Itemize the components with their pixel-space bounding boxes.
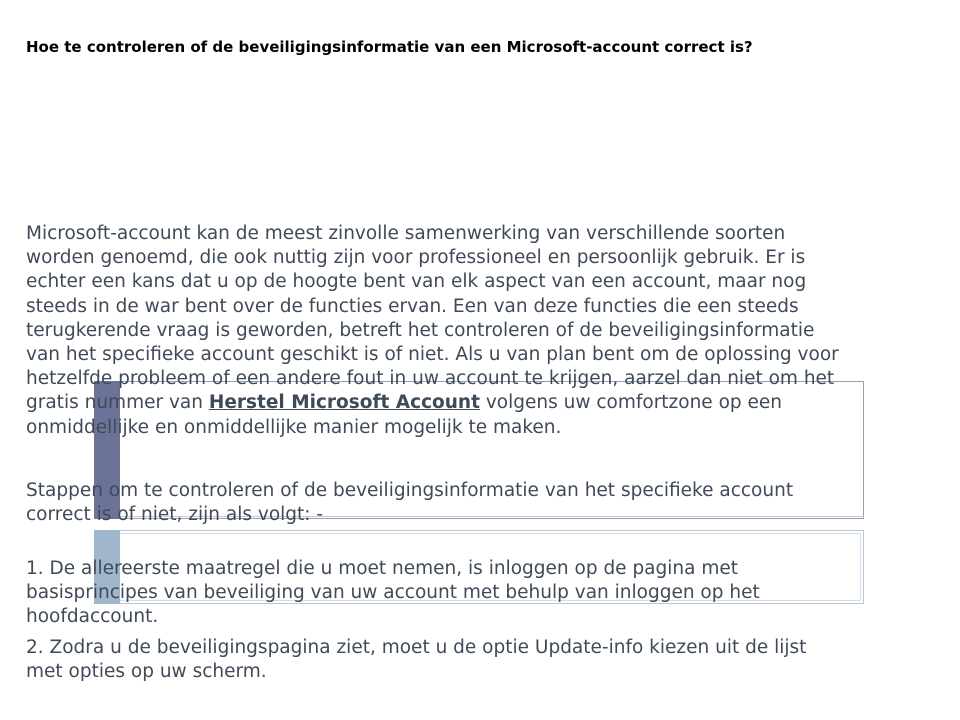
intro-line: steeds in de war bent over de functies ervan. Een van deze functies die een steeds	[26, 295, 799, 317]
intro-line: terugkerende vraag is geworden, betreft het controleren of de beveiligingsinformatie	[26, 319, 815, 341]
intro-line: van het specifieke account geschikt is of niet. Als u van plan bent om de oplossing voor	[26, 344, 839, 366]
steps-intro-line: Stappen om te controleren of de beveiligingsinformatie van het specifieke account	[26, 480, 794, 501]
article-title: Hoe te controleren of de beveiligingsinformatie van een Microsoft-account correct is?	[26, 38, 753, 56]
intro-link-prefix: gratis nummer van	[26, 392, 209, 414]
step-1-line: 1. De allereerste maatregel die u moet nemen, is inloggen op de pagina met	[26, 558, 739, 579]
step-2-line: met opties op uw scherm.	[26, 661, 267, 683]
step-2-line: 2. Zodra u de beveiligingspagina ziet, moet u de optie Update-info kiezen uit de lijst	[26, 637, 807, 658]
step-1-paragraph	[26, 557, 926, 630]
steps-intro-line: correct is of niet, zijn als volgt: -	[26, 504, 324, 526]
intro-line: Microsoft-account kan de meest zinvolle samenwerking van verschillende soorten	[26, 223, 786, 244]
herstel-microsoft-account-link[interactable]: Herstel Microsoft Account	[208, 392, 480, 414]
intro-line: hetzelfde probleem of een andere fout in uw account te krijgen, aarzel dan niet om het	[26, 368, 835, 390]
steps-intro-paragraph	[26, 479, 926, 527]
intro-line: echter een kans dat u op de hoogte bent van elk aspect van een account, maar nog	[26, 271, 807, 293]
step-1-line: basisprincipes van beveiliging van uw account met behulp van inloggen op het	[26, 582, 760, 604]
step-2-paragraph	[26, 636, 926, 684]
intro-line: onmiddellijke en onmiddellijke manier mogelijk te maken.	[26, 416, 562, 438]
intro-paragraph	[26, 222, 926, 440]
intro-link-suffix: volgens uw comfortzone op een	[479, 392, 782, 414]
step-1-line: hoofdaccount.	[26, 606, 159, 628]
intro-line: worden genoemd, die ook nuttig zijn voor professioneel en persoonlijk gebruik. Er is	[26, 247, 806, 269]
